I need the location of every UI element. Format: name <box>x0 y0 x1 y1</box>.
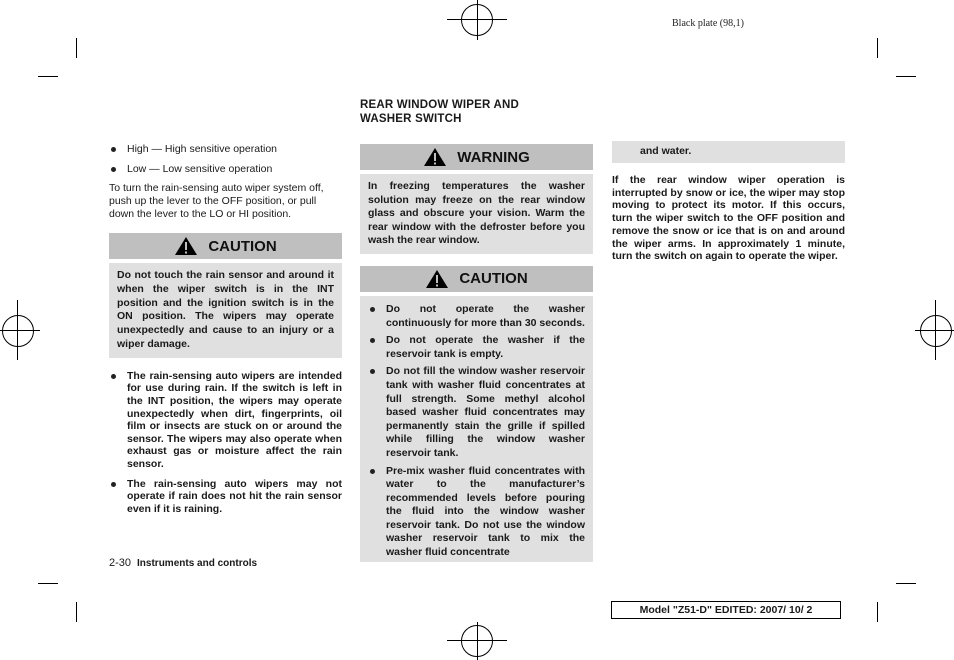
warning-triangle-icon <box>425 269 449 289</box>
model-edit-box: Model "Z51-D" EDITED: 2007/ 10/ 2 <box>611 601 841 619</box>
caution-item: Do not fill the window washer reservoir tank with washer fluid concentrates at full strength. Some methyl alcohol based washer fluid concentrates may permanently stain the grille if spilled while filling the window washer reservoir tank. <box>368 365 585 460</box>
crop-mark <box>38 583 58 584</box>
section-title: REAR WINDOW WIPER AND <box>360 99 520 111</box>
caution-body <box>360 296 593 562</box>
crop-mark <box>877 602 878 622</box>
caution-header <box>360 266 593 292</box>
caution-header <box>109 233 342 259</box>
caution-box <box>109 233 342 358</box>
body-paragraph: To turn the rain-sensing auto wiper system off, push up the lever to the OFF position, or pull down the lever to the LO or HI position. <box>109 182 324 220</box>
caution-box <box>360 266 593 562</box>
list-item: Low — Low sensitive operation <box>109 163 342 176</box>
page-footer <box>109 557 257 569</box>
registration-mark <box>477 0 478 40</box>
registration-mark <box>920 315 952 347</box>
registration-mark <box>17 300 18 360</box>
registration-mark <box>477 622 478 660</box>
page-number: 2-30 <box>109 557 132 569</box>
warning-title: WARNING <box>457 148 530 166</box>
caution-continued: and water. <box>612 141 845 163</box>
warning-header <box>360 144 593 170</box>
column-middle <box>360 98 593 562</box>
crop-mark <box>896 76 916 77</box>
body-paragraph: If the rear window wiper operation is interrupted by snow or ice, the wiper may stop moving to protect its motor. If this occurs, turn the wiper switch to the OFF position and remove the snow or ice that is on and around the wiper arms. In approximately 1 minute, turn the switch on again to operate the wiper. <box>612 174 845 263</box>
plate-label: Black plate (98,1) <box>672 18 744 29</box>
caution-title: CAUTION <box>208 237 277 255</box>
note-item: The rain-sensing auto wipers may not operate if rain does not hit the rain sensor even if it is raining. <box>109 478 342 516</box>
registration-mark <box>0 330 40 331</box>
warning-triangle-icon <box>423 147 447 167</box>
list-item: High — High sensitive operation <box>109 143 342 156</box>
registration-mark <box>935 300 936 360</box>
crop-mark <box>38 76 58 77</box>
caution-body: Do not touch the rain sensor and around it when the wiper switch is in the INT position and the ignition switch is in the ON position. The wipers may operate unexpectedly and cause to an injury or a wiper damage. <box>109 263 342 358</box>
warning-box <box>360 144 593 254</box>
caution-title: CAUTION <box>459 270 528 288</box>
caution-item: Do not operate the washer if the reservoir tank is empty. <box>368 334 585 361</box>
crop-mark <box>896 583 916 584</box>
section-name: Instruments and controls <box>137 558 258 569</box>
section-title: WASHER SWITCH <box>360 113 462 125</box>
crop-mark <box>76 38 77 58</box>
column-left <box>109 143 342 522</box>
crop-mark <box>877 38 878 58</box>
crop-mark <box>76 602 77 622</box>
registration-mark <box>2 315 34 347</box>
caution-item: Pre-mix washer fluid concentrates with water to the manufacturer’s recommended levels before pouring the fluid into the window washer reservoir tank. Do not use the window washer reservoir tank to mix the washer fluid concentrate <box>368 465 585 560</box>
note-item: The rain-sensing auto wipers are intended for use during rain. If the switch is left in the INT position, the wipers may operate unexpectedly when dirt, fingerprints, oil film or insects are stuck on or around the sensor. The wipers may also operate when exhaust gas or moisture affect the rain sensor. <box>109 370 342 471</box>
column-right <box>612 141 845 263</box>
warning-triangle-icon <box>174 236 198 256</box>
warning-body: In freezing temperatures the washer solution may freeze on the rear window glass and obscure your vision. Warm the rear window with the defroster before you wash the rear window. <box>360 174 593 254</box>
caution-item: Do not operate the washer continuously for more than 30 seconds. <box>368 303 585 330</box>
